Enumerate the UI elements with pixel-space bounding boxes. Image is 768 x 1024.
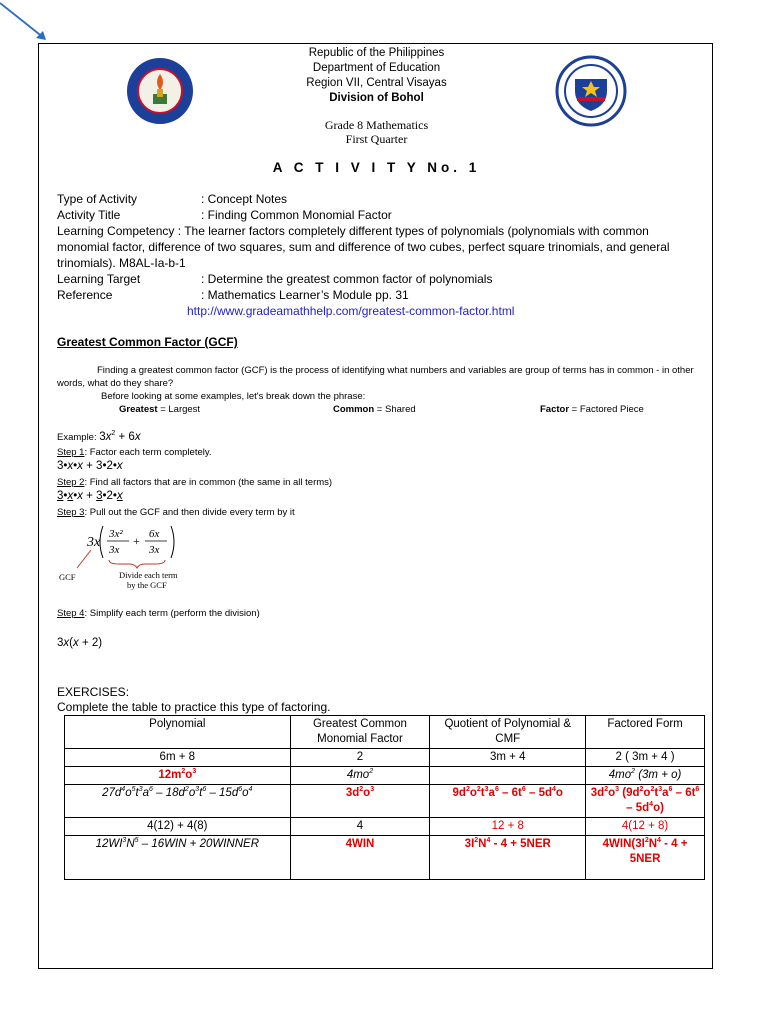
- gcf-division-figure: [57, 522, 192, 592]
- reference-link[interactable]: http://www.gradeamathhelp.com/greatest-common-factor.html: [187, 304, 515, 318]
- info-competency-label: Learning Competency: [57, 224, 175, 238]
- cell-polynomial: 4(12) + 4(8): [65, 818, 291, 836]
- activity-sheet: [38, 43, 713, 969]
- cell-factored: 4(12 + 8): [586, 818, 705, 836]
- info-reference: [57, 287, 697, 303]
- exercise-table: [64, 715, 705, 880]
- table-row: [65, 767, 705, 785]
- col-polynomial: Polynomial: [65, 716, 291, 749]
- info-reference-label: Reference: [57, 288, 113, 302]
- step1-label: Step 1: [57, 447, 85, 458]
- greatest-meaning: = Largest: [157, 404, 201, 415]
- factor-def: [540, 403, 644, 416]
- common-def: [333, 403, 416, 416]
- info-competency-text: : The learner factors completely different types of polynomials (polynomials with common monomial factor, difference of two squares, sum and difference of two cubes, perfect square trinomials, and general trinomials). M8AL-Ia-b-1: [57, 224, 670, 270]
- cell-quotient: 12 + 8: [430, 818, 586, 836]
- gcf-intro: Finding a greatest common factor (GCF) is the process of identifying what numbers and variables are group of terms has in common - in other words, what do they share?: [57, 365, 694, 389]
- figure-caption-line1: Divide each term: [119, 570, 178, 580]
- step1-factored: 3•x•x + 3•2•x: [57, 460, 123, 472]
- svg-text:3x: 3x: [149, 544, 160, 556]
- cell-gcmf: $3d^2o^3$: [290, 785, 430, 818]
- cell-factored: $3d^2o^3$ $(9d^2o^2t^3a^6 - 6t^6 - 5d^4o)$: [586, 785, 705, 818]
- activity-title: A C T I V I T Y No. 1: [272, 160, 481, 175]
- cell-factored: $4mo^2$ (3m + o): [586, 767, 705, 785]
- svg-text:3x²: 3x²: [109, 528, 123, 540]
- step4-result: 3x(x + 2): [57, 637, 103, 649]
- info-title-label: Activity Title: [57, 208, 121, 222]
- step4-text: : Simplify each term (perform the division): [84, 608, 260, 619]
- info-type-label: Type of Activity: [57, 192, 138, 206]
- info-reference-value: : Mathematics Learner’s Module pp. 31: [201, 288, 409, 302]
- step2-label: Step 2: [57, 477, 85, 488]
- grade-title: Grade 8 Mathematics: [324, 118, 429, 132]
- cell-polynomial: $12m^2o^3$: [65, 767, 291, 785]
- header-region: Region VII, Central Visayas: [306, 77, 447, 89]
- step1-text: : Factor each term completely.: [84, 447, 212, 458]
- greatest-def: [119, 403, 200, 416]
- info-competency: [57, 223, 697, 271]
- table-row: [65, 749, 705, 767]
- step4-label: Step 4: [57, 608, 85, 619]
- step3-text: : Pull out the GCF and then divide every term by it: [84, 507, 295, 518]
- svg-text:3x: 3x: [87, 535, 101, 550]
- quarter-title: First Quarter: [345, 132, 408, 146]
- cell-gcmf: $4mo^2$: [290, 767, 430, 785]
- gcf-breakdown: Before looking at some examples, let's break down the phrase:: [101, 391, 366, 402]
- step1-line: [57, 446, 212, 459]
- gcf-heading: Greatest Common Factor (GCF): [57, 335, 238, 349]
- svg-text:+: +: [133, 534, 140, 548]
- info-title: [57, 207, 697, 223]
- example-expression: $3x^2 + 6x$: [99, 430, 141, 443]
- step2-text: : Find all factors that are in common (the same in all terms): [84, 477, 333, 488]
- header-department: Department of Education: [312, 62, 441, 74]
- cell-quotient: $9d^2o^2t^3a^6 - 6t^6 - 5d^4o$: [430, 785, 586, 818]
- info-target: [57, 271, 697, 287]
- step3-label: Step 3: [57, 507, 85, 518]
- header-republic: Republic of the Philippines: [308, 47, 445, 59]
- header-division: Division of Bohol: [329, 92, 424, 104]
- exercises-heading: EXERCISES:: [57, 685, 130, 699]
- common-word: Common: [333, 404, 375, 415]
- step2-line: [57, 476, 332, 489]
- cell-factored: 2 ( 3m + 4 ): [586, 749, 705, 767]
- exercises-instruction: Complete the table to practice this type of factoring.: [57, 700, 331, 714]
- example-label: Example:: [57, 432, 100, 443]
- svg-text:6x: 6x: [149, 528, 160, 540]
- info-target-value: : Determine the greatest common factor of polynomials: [201, 272, 493, 286]
- factor-meaning: = Factored Piece: [569, 404, 644, 415]
- col-gcmf: Greatest Common Monomial Factor: [290, 716, 430, 749]
- factor-word: Factor: [540, 404, 570, 415]
- table-row: [65, 836, 705, 880]
- table-row: [65, 818, 705, 836]
- col-quotient: Quotient of Polynomial & CMF: [430, 716, 586, 749]
- col-factored: Factored Form: [586, 716, 705, 749]
- step4-line: [57, 607, 260, 620]
- cell-factored: $4WIN(3I^2N^4 - 4 + 5NER$: [586, 836, 705, 880]
- table-header-row: [65, 716, 705, 749]
- cell-gcmf: 4: [290, 818, 430, 836]
- cell-quotient: $3I^2N^4 - 4 + 5NER$: [430, 836, 586, 880]
- figure-gcf-label: GCF: [59, 572, 76, 582]
- corner-arrow-icon: [0, 0, 50, 45]
- greatest-word: Greatest: [119, 404, 158, 415]
- info-type: [57, 191, 697, 207]
- info-type-value: : Concept Notes: [201, 192, 288, 206]
- cell-polynomial: 6m + 8: [65, 749, 291, 767]
- cell-polynomial: $12WI^3N^5 - 16WIN$ + 20WINNER: [65, 836, 291, 880]
- info-title-value: : Finding Common Monomial Factor: [201, 208, 392, 222]
- table-row: [65, 785, 705, 818]
- svg-text:3x: 3x: [109, 544, 120, 556]
- step2-common: 3•x•x + 3•2•x: [57, 490, 123, 502]
- cell-gcmf: 4WIN: [290, 836, 430, 880]
- common-meaning: = Shared: [374, 404, 416, 415]
- example-line: [57, 431, 141, 444]
- cell-polynomial: $27d^4o^5t^3a^6 - 18d^2o^3t^6 - 15d^6o^4$: [65, 785, 291, 818]
- cell-quotient: [430, 767, 586, 785]
- cell-quotient: 3m + 4: [430, 749, 586, 767]
- cell-gcmf: 2: [290, 749, 430, 767]
- figure-caption-line2: by the GCF: [127, 580, 167, 590]
- step3-line: [57, 506, 295, 519]
- info-target-label: Learning Target: [57, 272, 141, 286]
